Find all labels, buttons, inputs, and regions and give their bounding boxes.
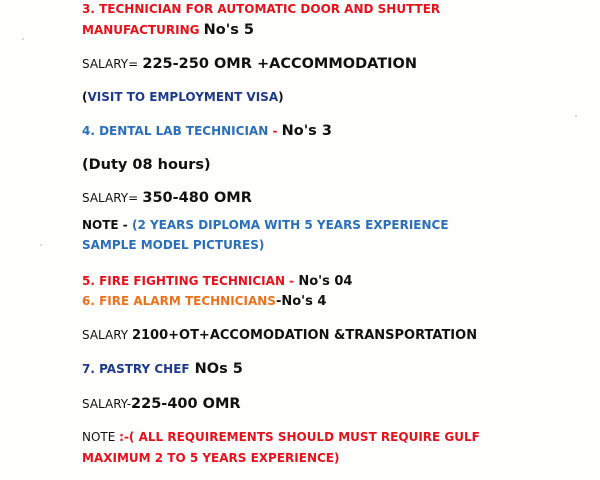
item3-salary-value: 225-250 OMR +ACCOMMODATION xyxy=(142,56,417,72)
item56-salary-label: SALARY xyxy=(82,328,132,342)
final-note-label: NOTE xyxy=(82,430,120,444)
item3-visa-close: ) xyxy=(278,90,284,104)
item3-title-line1: 3. TECHNICIAN FOR AUTOMATIC DOOR AND SHUTTER xyxy=(82,2,441,16)
item3-title-line2 xyxy=(82,23,254,38)
item7-title xyxy=(82,362,243,377)
item4-salary xyxy=(82,191,252,206)
item6-title xyxy=(82,295,326,308)
scan-speck xyxy=(22,38,24,40)
item5-count: No's 04 xyxy=(298,274,353,289)
item7-salary-value: 225-400 OMR xyxy=(131,396,241,412)
item7-salary-label: SALARY- xyxy=(82,397,132,411)
item7-role: 7. PASTRY CHEF xyxy=(82,362,190,376)
item4-salary-label: SALARY= xyxy=(82,191,139,205)
item6-role: 6. FIRE ALARM TECHNICIANS xyxy=(82,294,276,308)
scan-speck xyxy=(575,115,577,117)
scan-speck xyxy=(40,244,42,246)
item5-sep: - xyxy=(284,274,299,288)
item4-count: No's 3 xyxy=(281,123,332,139)
item4-duty: (Duty 08 hours) xyxy=(82,157,211,173)
item3-salary xyxy=(82,57,417,72)
item5-role: 5. FIRE FIGHTING TECHNICIAN xyxy=(82,274,285,288)
item3-count: No's 5 xyxy=(203,22,254,38)
item56-salary xyxy=(82,329,477,342)
final-note-text1: :-( ALL REQUIREMENTS SHOULD MUST REQUIRE GULF xyxy=(119,430,480,444)
item4-note-line2: SAMPLE MODEL PICTURES) xyxy=(82,238,265,252)
item5-title xyxy=(82,275,352,288)
item3-visa-open: ( xyxy=(82,90,88,104)
item4-note-text1: (2 YEARS DIPLOMA WITH 5 YEARS EXPERIENCE xyxy=(131,218,449,232)
item4-sep: - xyxy=(268,124,282,138)
item3-salary-label: SALARY= xyxy=(82,57,139,71)
item4-role: 4. DENTAL LAB TECHNICIAN xyxy=(82,124,269,138)
item4-title xyxy=(82,124,332,139)
item7-salary xyxy=(82,397,241,412)
final-note-line1 xyxy=(82,431,480,443)
item6-count: -No's 4 xyxy=(275,294,327,309)
item7-count: NOs 5 xyxy=(189,361,243,377)
final-note-line2: MAXIMUM 2 TO 5 YEARS EXPERIENCE) xyxy=(82,451,340,465)
item4-salary-value: 350-480 OMR xyxy=(142,190,252,206)
item4-note-label: NOTE - xyxy=(82,218,132,232)
item56-salary-value: 2100+OT+ACCOMODATION &TRANSPORTATION xyxy=(131,328,478,343)
item4-note-line1 xyxy=(82,219,449,231)
item3-visa-text: VISIT TO EMPLOYMENT VISA xyxy=(87,90,279,104)
item3-role: MANUFACTURING xyxy=(82,23,200,37)
item3-visa xyxy=(82,91,284,103)
